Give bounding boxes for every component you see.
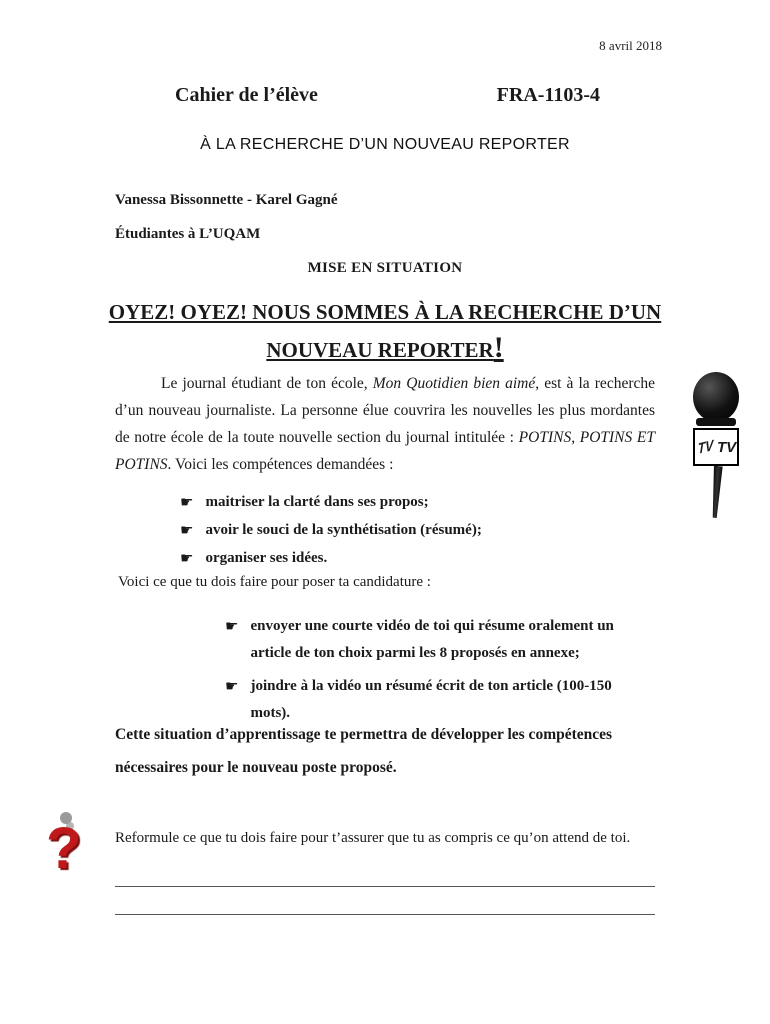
list-item <box>180 520 600 541</box>
tv-logo-label: TV <box>717 438 737 456</box>
task-item-label: envoyer une courte vidéo de toi qui résume oralement un article de ton choix parmi les 8 proposés en annexe; <box>250 618 614 661</box>
closing-statement: Cette situation d’apprentissage te permettra de développer les compétences nécessaires pour le nouveau poste proposé. <box>115 726 613 776</box>
tv-logo-label: TV <box>697 436 714 458</box>
headline-line2: NOUVEAU REPORTER <box>266 338 494 362</box>
microphone-head-icon <box>693 372 739 422</box>
pointing-hand-icon: ☛ <box>180 493 194 511</box>
skill-item-label: organiser ses idées. <box>205 550 328 566</box>
pointing-hand-icon: ☛ <box>225 677 239 695</box>
tv-logo-cube <box>693 428 739 466</box>
skill-item-label: maitriser la clarté dans ses propos; <box>205 494 429 510</box>
title-row <box>115 84 655 107</box>
skill-item-label: avoir le souci de la synthétisation (résumé); <box>205 522 482 538</box>
skills-list <box>180 492 600 576</box>
intro-paragraph <box>115 370 655 478</box>
list-item <box>180 548 600 569</box>
tasks-list <box>225 613 645 733</box>
answer-line <box>115 900 655 915</box>
answer-line <box>115 872 655 887</box>
task-item-label: joindre à la vidéo un résumé écrit de ton article (100-150 mots). <box>250 678 612 721</box>
document-subtitle: À LA RECHERCHE D’UN NOUVEAU REPORTER <box>200 136 570 153</box>
intro-part3: . Voici les compétences demandées : <box>167 456 394 473</box>
journal-name-italic: Mon Quotidien bien aimé <box>372 375 536 392</box>
intro-part2: , est à la recherche d’un nouveau journaliste. La personne élue couvrira les nouvelles les plus mordantes de notre école de la toute nouvelle section du journal intitulée : <box>115 375 655 446</box>
section-title: MISE EN SITUATION <box>307 260 463 276</box>
booklet-title: Cahier de l’élève <box>175 84 318 106</box>
headline-exclamation: ! <box>493 331 504 364</box>
microphone-ring <box>696 418 736 426</box>
authors: Vanessa Bissonnette - Karel Gagné <box>115 192 338 208</box>
red-question-mark-icon: ? <box>46 816 82 881</box>
question-mark-graphic <box>46 812 90 884</box>
course-code: FRA-1103-4 <box>496 84 600 106</box>
pointing-hand-icon: ☛ <box>180 549 194 567</box>
headline <box>100 294 670 368</box>
microphone-handle <box>709 466 724 519</box>
pointing-hand-icon: ☛ <box>225 617 239 635</box>
pointing-hand-icon: ☛ <box>180 521 194 539</box>
affiliation: Étudiantes à L’UQAM <box>115 226 261 242</box>
headline-line1: OYEZ! OYEZ! NOUS SOMMES À LA RECHERCHE D’UN <box>108 300 662 324</box>
reformulation-prompt: Reformule ce que tu dois faire pour t’assurer que tu as compris ce qu’on attend de toi. <box>115 830 631 846</box>
tv-microphone-graphic <box>686 372 746 522</box>
list-item <box>180 492 600 513</box>
list-item <box>225 613 645 667</box>
section-name-italic: POTINS, POTINS ET POTINS <box>115 429 655 473</box>
intro-part1: Le journal étudiant de ton école, <box>161 375 373 392</box>
candidacy-intro: Voici ce que tu dois faire pour poser ta candidature : <box>118 574 431 590</box>
document-date: 8 avril 2018 <box>599 38 662 53</box>
